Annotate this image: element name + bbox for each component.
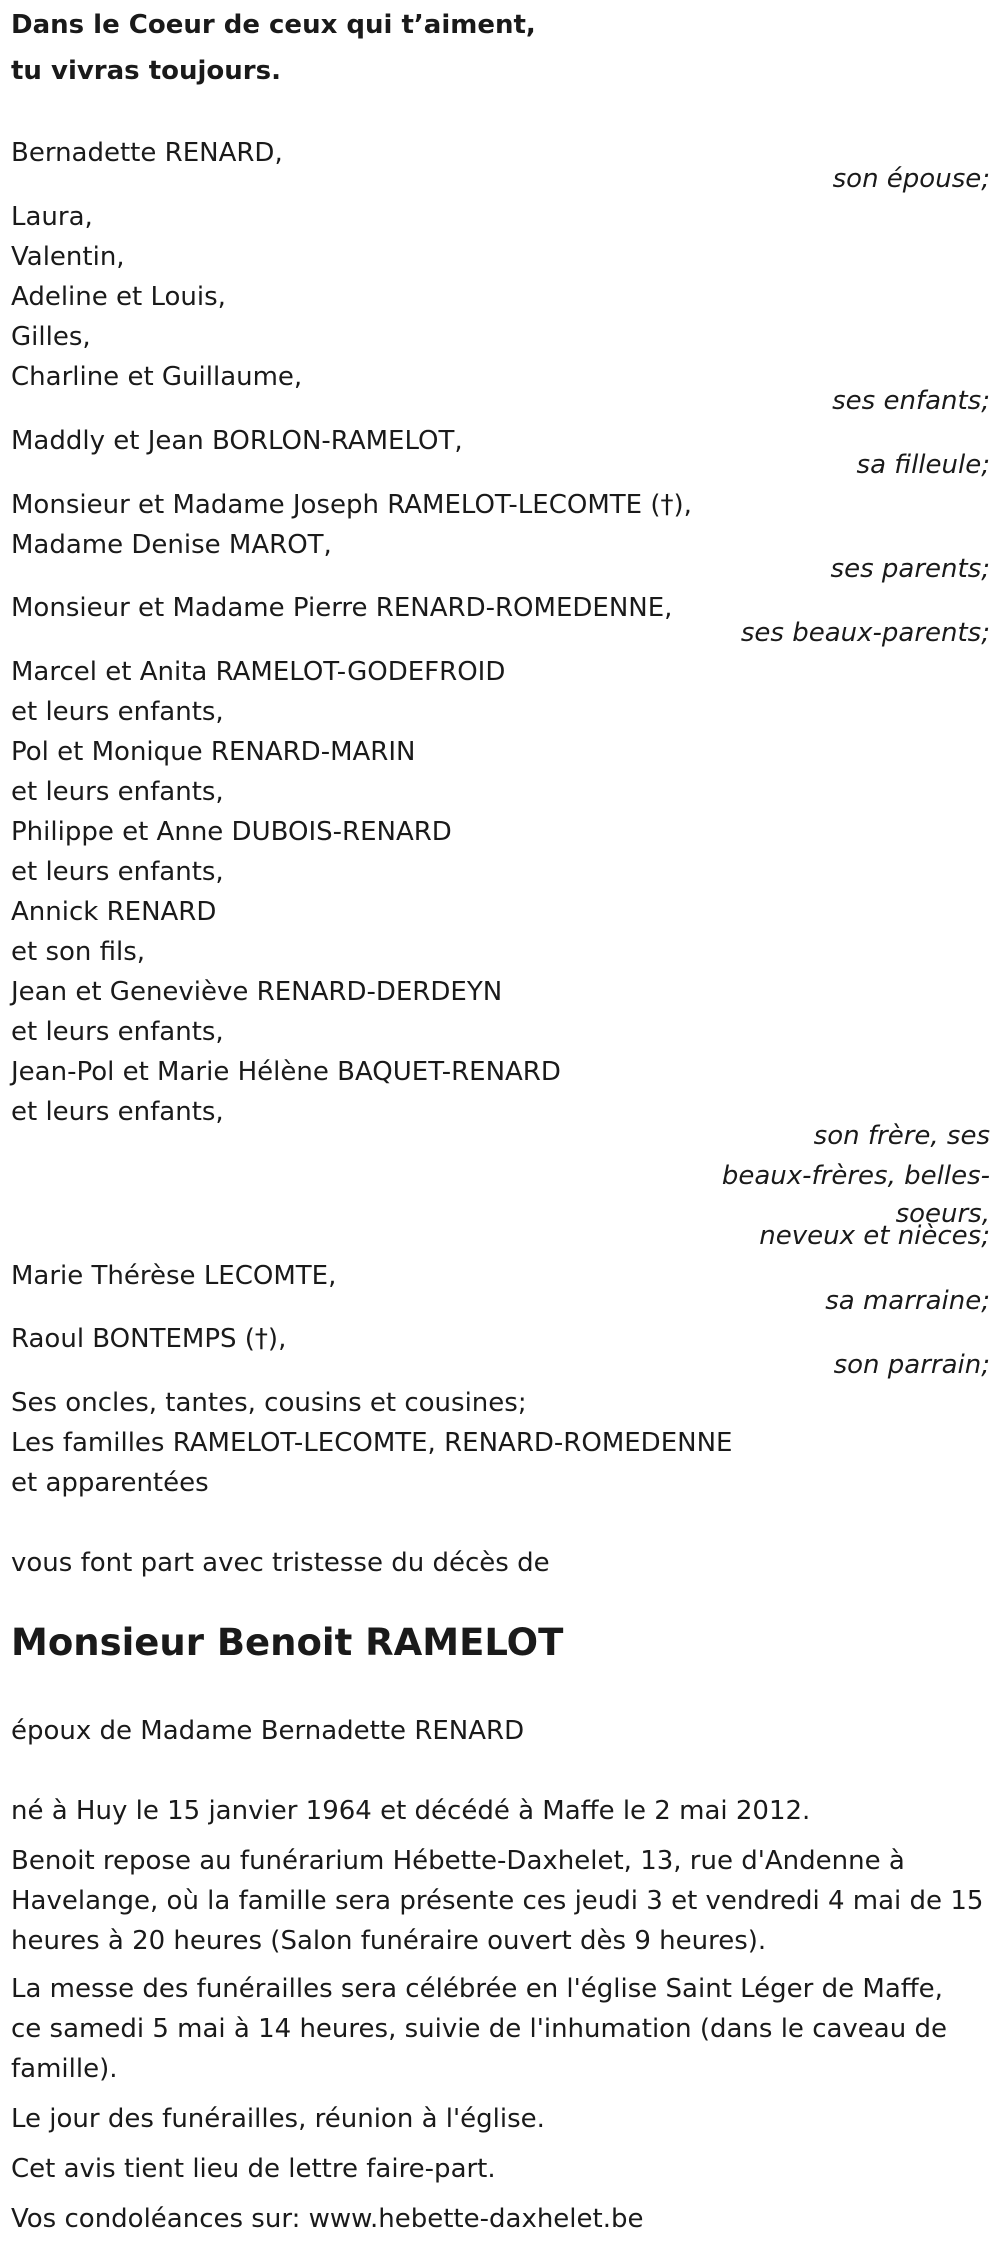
sibling-line: Jean et Geneviève RENARD-DERDEYN <box>11 977 503 1007</box>
child-name: Adeline et Louis, <box>11 282 226 312</box>
relatives-line: Les familles RAMELOT-LECOMTE, RENARD-ROMEDENNE <box>11 1428 733 1458</box>
godmother-role: sa marraine; <box>825 1286 990 1316</box>
repose-line: Havelange, où la famille sera présente ces jeudi 3 et vendredi 4 mai de 15 <box>11 1886 984 1916</box>
child-name: Laura, <box>11 202 93 232</box>
siblings-role-line: soeurs, <box>895 1199 990 1229</box>
goddaughter-role: sa filleule; <box>856 450 990 480</box>
sibling-line: et leurs enfants, <box>11 857 224 887</box>
inlaws-role: ses beaux-parents; <box>740 618 990 648</box>
sibling-line: et leurs enfants, <box>11 697 224 727</box>
parent-name: Madame Denise MAROT, <box>11 530 332 560</box>
birth-death-line: né à Huy le 15 janvier 1964 et décédé à Maffe le 2 mai 2012. <box>11 1796 811 1826</box>
sibling-line: Philippe et Anne DUBOIS-RENARD <box>11 817 452 847</box>
condolences-line: Vos condoléances sur: www.hebette-daxhelet.be <box>11 2204 644 2234</box>
mass-line: ce samedi 5 mai à 14 heures, suivie de l'inhumation (dans le caveau de <box>11 2014 947 2044</box>
spouse-name: Bernadette RENARD, <box>11 138 283 168</box>
sibling-line: Jean-Pol et Marie Hélène BAQUET-RENARD <box>11 1057 561 1087</box>
repose-line: heures à 20 heures (Salon funéraire ouvert dès 9 heures). <box>11 1926 767 1956</box>
godfather-name: Raoul BONTEMPS (†), <box>11 1324 287 1354</box>
sibling-line: et leurs enfants, <box>11 1017 224 1047</box>
goddaughter-name: Maddly et Jean BORLON-RAMELOT, <box>11 426 463 456</box>
repose-line: Benoit repose au funérarium Hébette-Daxhelet, 13, rue d'Andenne à <box>11 1846 905 1876</box>
sibling-line: et leurs enfants, <box>11 777 224 807</box>
inlaws-name: Monsieur et Madame Pierre RENARD-ROMEDENNE, <box>11 593 673 623</box>
parents-role: ses parents; <box>830 554 990 584</box>
relatives-line: et apparentées <box>11 1468 209 1498</box>
siblings-role-line: son frère, ses <box>813 1121 990 1151</box>
sibling-line: Marcel et Anita RAMELOT-GODEFROID <box>11 657 506 687</box>
spouse-role: son épouse; <box>832 164 990 194</box>
child-name: Valentin, <box>11 242 125 272</box>
siblings-role-line: beaux-frères, belles- <box>721 1161 990 1191</box>
relatives-line: Ses oncles, tantes, cousins et cousines; <box>11 1388 527 1418</box>
epigraph-line-2: tu vivras toujours. <box>11 56 281 86</box>
deceased-spouse: époux de Madame Bernadette RENARD <box>11 1716 525 1746</box>
children-role: ses enfants; <box>832 386 990 416</box>
child-name: Gilles, <box>11 322 91 352</box>
sibling-line: et leurs enfants, <box>11 1097 224 1127</box>
sibling-line: et son fils, <box>11 937 146 967</box>
mass-line: La messe des funérailles sera célébrée en l'église Saint Léger de Maffe, <box>11 1974 943 2004</box>
notice-line: Cet avis tient lieu de lettre faire-part. <box>11 2154 496 2184</box>
deceased-name: Monsieur Benoit RAMELOT <box>11 1621 564 1664</box>
godmother-name: Marie Thérèse LECOMTE, <box>11 1261 337 1291</box>
gathering-line: Le jour des funérailles, réunion à l'église. <box>11 2104 545 2134</box>
sibling-line: Pol et Monique RENARD-MARIN <box>11 737 416 767</box>
child-name: Charline et Guillaume, <box>11 362 303 392</box>
siblings-role-line: neveux et nièces; <box>759 1221 990 1251</box>
epigraph-line-1: Dans le Coeur de ceux qui t’aiment, <box>11 10 536 40</box>
sibling-line: Annick RENARD <box>11 897 217 927</box>
mass-line: famille). <box>11 2054 118 2084</box>
announcement-text: vous font part avec tristesse du décès de <box>11 1548 550 1578</box>
parent-name: Monsieur et Madame Joseph RAMELOT-LECOMTE (†), <box>11 490 692 520</box>
godfather-role: son parrain; <box>833 1350 990 1380</box>
